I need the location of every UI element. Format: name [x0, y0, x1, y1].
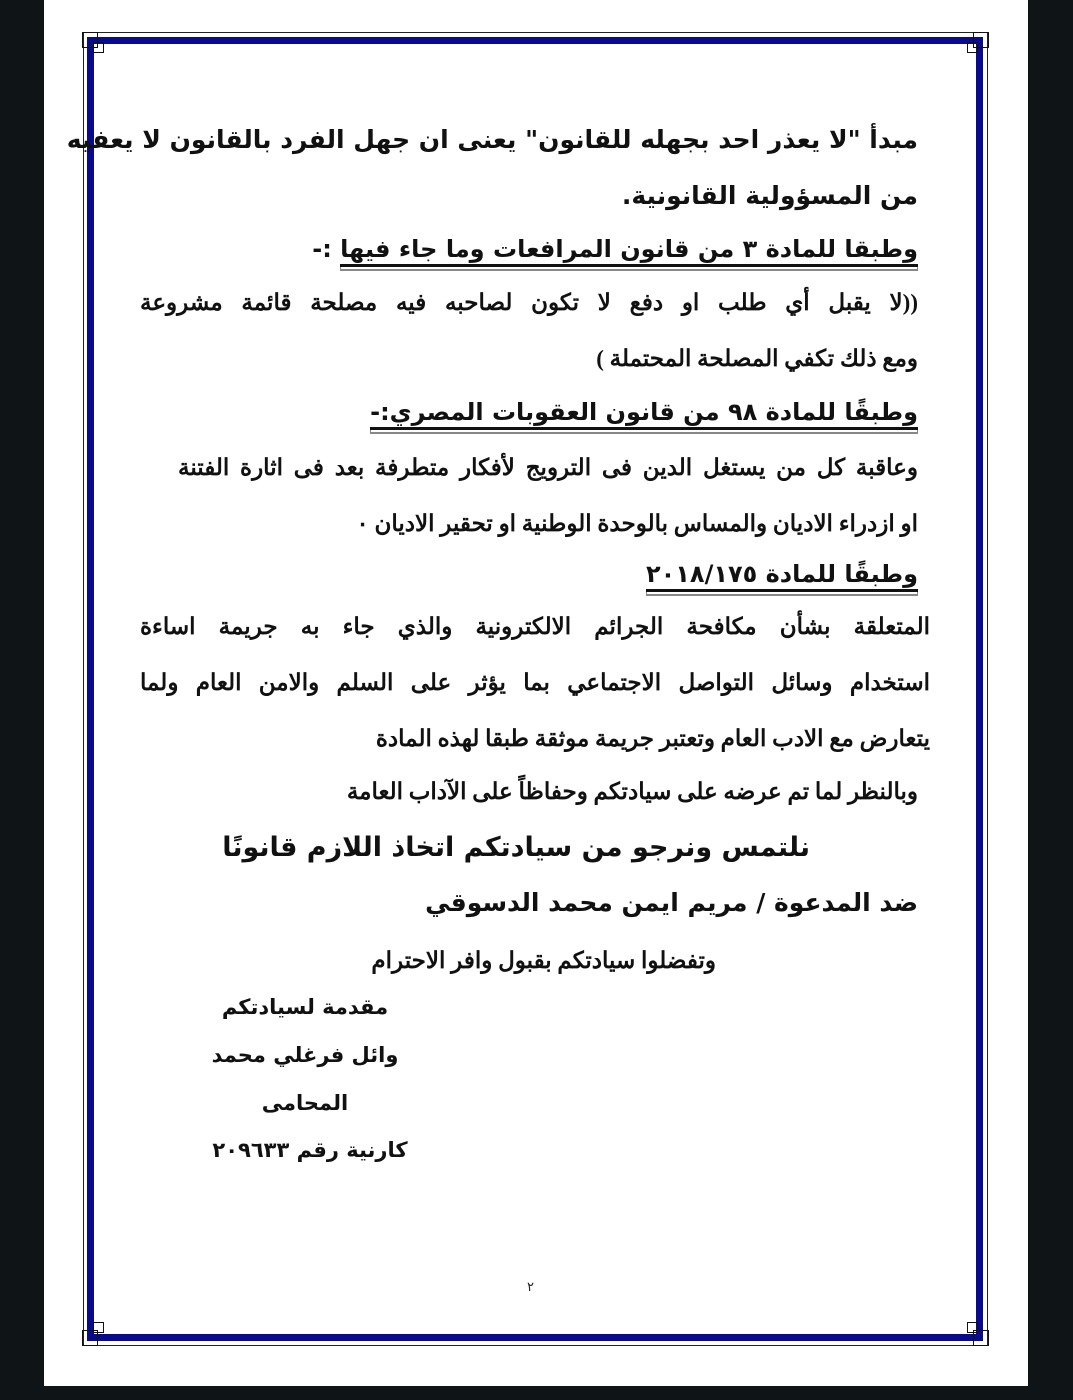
heading-article-3-text: وطبقا للمادة ٣ من قانون المرافعات وما جاء فيها: [340, 235, 918, 267]
corner-ornament-top-right-inner: [967, 42, 978, 53]
article-98-line-2: او ازدراء الاديان والمساس بالوحدة الوطنية او تحقير الاديان ٠: [356, 511, 918, 536]
conclusion-line: وبالنظر لما تم عرضه على سيادتكم وحفاظاً على الآداب العامة: [346, 779, 918, 804]
signature-name: وائل فرغلي محمد: [211, 1043, 399, 1067]
article-175-line-3: يتعارض مع الادب العام وتعتبر جريمة موثقة طبقا لهذه المادة: [375, 726, 930, 751]
article-175-line-1: المتعلقة بشأن مكافحة الجرائم الالكترونية والذي جاء به جريمة اساءة: [140, 614, 930, 639]
heading-article-98: [370, 398, 918, 430]
article-3-quote-line-2: ومع ذلك تكفي المصلحة المحتملة ): [596, 346, 918, 371]
corner-ornament-bottom-left-inner: [93, 1322, 104, 1333]
heading-article-3-suffix: :-: [312, 235, 341, 263]
article-3-quote-line-1: ((لا يقبل أي طلب او دفع لا تكون لصاحبه فيه مصلحة قائمة مشروعة: [140, 290, 918, 315]
signature-title: المحامى: [261, 1091, 349, 1115]
corner-ornament-top-left-inner: [93, 42, 104, 53]
closing-line: وتفضلوا سيادتكم بقبول وافر الاحترام: [371, 948, 716, 973]
page-number: ٢: [527, 1280, 534, 1295]
principle-line-2: من المسؤولية القانونية.: [621, 181, 918, 210]
heading-article-98-text: وطبقًا للمادة ٩٨ من قانون العقوبات المصري:-: [370, 398, 918, 430]
signature-license: كارنية رقم ٢٠٩٦٣٣: [212, 1138, 408, 1162]
defendant-line: ضد المدعوة / مريم ايمن محمد الدسوقي: [425, 888, 918, 917]
heading-article-3: [312, 235, 918, 267]
heading-article-175: [646, 560, 918, 592]
heading-article-175-text: وطبقًا للمادة ٢٠١٨/١٧٥: [646, 560, 918, 592]
request-line: نلتمس ونرجو من سيادتكم اتخاذ اللازم قانونًا: [222, 832, 810, 863]
article-98-line-1: وعاقبة كل من يستغل الدين فى الترويج لأفكار متطرفة بعد فى اثارة الفتنة: [178, 455, 918, 480]
article-175-line-2: استخدام وسائل التواصل الاجتماعي بما يؤثر على السلم والامن العام ولما: [140, 670, 930, 695]
corner-ornament-bottom-right-inner: [967, 1322, 978, 1333]
principle-line-1: مبدأ "لا يعذر احد بجهله للقانون" يعنى ان جهل الفرد بالقانون لا يعفيه: [66, 125, 918, 154]
signature-presented-by: مقدمة لسيادتكم: [221, 995, 389, 1019]
